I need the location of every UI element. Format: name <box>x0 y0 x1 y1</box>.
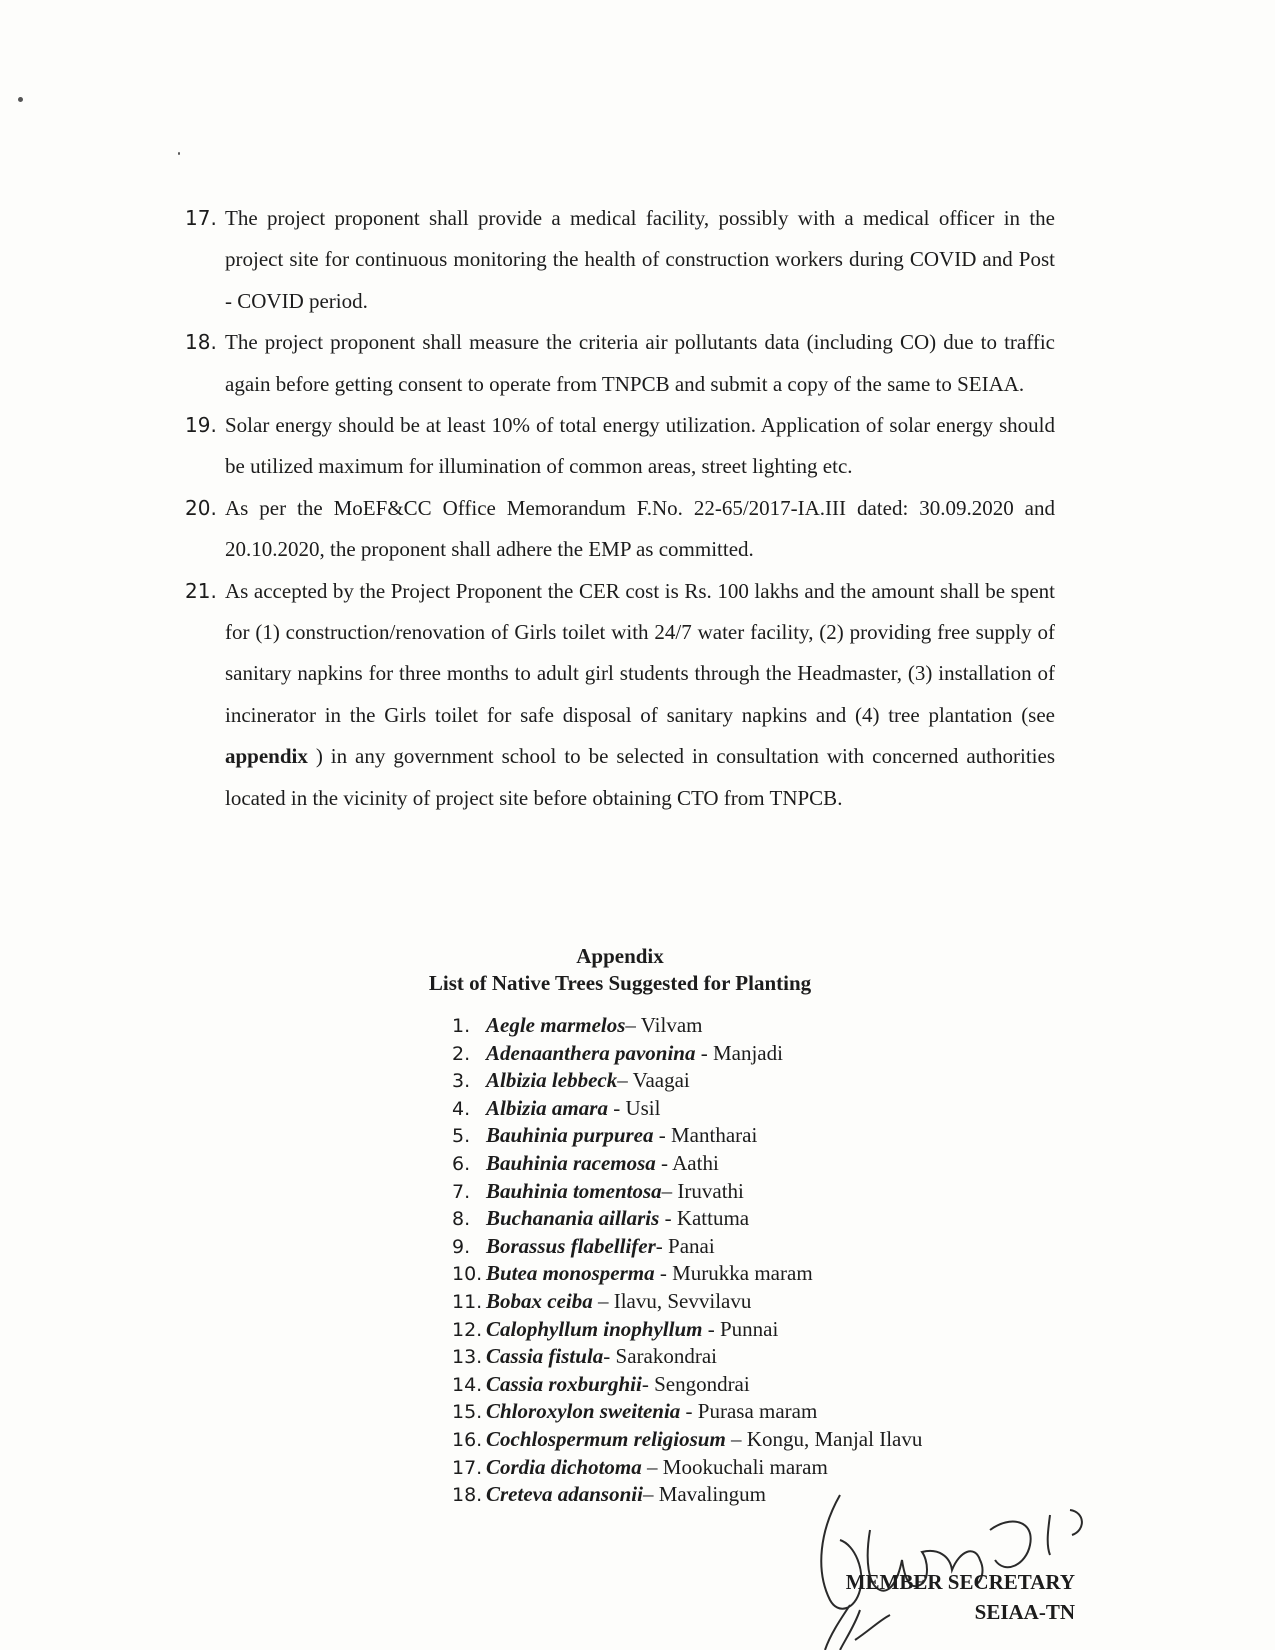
tree-scientific-name: Butea monosperma <box>486 1261 655 1286</box>
tree-number: 9. <box>452 1235 471 1258</box>
condition-number: 20. <box>185 495 217 520</box>
condition-item <box>185 571 1055 819</box>
tree-scientific-name: Cassia fistula <box>486 1344 604 1369</box>
tree-separator: - <box>607 1095 626 1120</box>
tree-local-name: Aathi <box>672 1150 719 1175</box>
tree-local-name: Sengondrai <box>654 1371 750 1396</box>
tree-number: 2. <box>452 1042 471 1065</box>
tree-item <box>452 1398 1072 1426</box>
tree-local-name: Iruvathi <box>677 1178 744 1203</box>
tree-separator: - <box>659 1206 677 1231</box>
tree-item <box>452 1233 1072 1261</box>
tree-separator: – <box>641 1454 663 1479</box>
tree-number: 16. <box>452 1428 483 1451</box>
tree-number: 1. <box>452 1015 471 1037</box>
appendix-subtitle: List of Native Trees Suggested for Planting <box>428 971 812 995</box>
tree-local-name: Murukka maram <box>672 1261 813 1286</box>
tree-local-name: Vaagai <box>632 1068 690 1093</box>
tree-scientific-name: Bobax ceiba <box>486 1288 593 1313</box>
condition-item <box>185 488 1055 571</box>
tree-local-name: Mavalingum <box>658 1482 767 1507</box>
appendix-heading <box>405 943 835 997</box>
tree-separator: - <box>641 1371 655 1396</box>
tree-number: 18. <box>452 1484 483 1507</box>
tree-item <box>452 1067 1072 1095</box>
tree-number: 3. <box>452 1070 471 1093</box>
condition-text: As accepted by the Project Proponent the CER cost is Rs. 100 lakhs and the amount shall be spent for (1) construction/renovation of Girls toilet with 24/7 water facility, (2) providing free supply of sanitary napkins for three months to adult girl students through the Headmaster, (3) installation of incinerator in the Girls toilet for safe disposal of sanitary napkins and (4) tree plantation (see <box>225 578 1055 727</box>
tree-scientific-name: Adenaanthera pavonina <box>486 1040 696 1065</box>
tree-scientific-name: Buchanania aillaris <box>486 1206 660 1231</box>
tree-number: 5. <box>452 1125 471 1148</box>
tree-number: 17. <box>452 1456 483 1479</box>
tree-scientific-name: Bauhinia tomentosa <box>486 1178 662 1203</box>
tree-item <box>452 1122 1072 1150</box>
tree-item <box>452 1288 1072 1316</box>
tree-item <box>452 1260 1072 1288</box>
tree-list <box>452 1012 1072 1509</box>
condition-item <box>185 198 1055 322</box>
tree-number: 11. <box>452 1290 483 1313</box>
tree-item <box>452 1178 1072 1206</box>
tree-local-name: Purasa maram <box>697 1399 818 1424</box>
tree-number: 12. <box>452 1318 483 1341</box>
tree-number: 7. <box>452 1180 471 1203</box>
tree-item <box>452 1426 1072 1454</box>
tree-separator: - <box>603 1344 616 1369</box>
condition-number: 17. <box>185 206 217 230</box>
tree-number: 10. <box>452 1263 483 1286</box>
tree-number: 4. <box>452 1097 471 1120</box>
appendix-title: Appendix <box>576 944 664 968</box>
tree-separator: - <box>695 1040 713 1065</box>
tree-item <box>452 1040 1072 1068</box>
tree-local-name: Panai <box>668 1233 715 1258</box>
tree-item <box>452 1454 1072 1482</box>
tree-scientific-name: Cordia dichotoma <box>486 1454 642 1479</box>
condition-text: The project proponent shall measure the criteria air pollutants data (including CO) due to traffic again before getting consent to operate from TNPCB and submit a copy of the same to SEIAA. <box>225 330 1055 396</box>
tree-local-name: Vilvam <box>640 1013 703 1037</box>
tree-item <box>452 1095 1072 1123</box>
tree-separator: - <box>655 1150 673 1175</box>
tree-scientific-name: Albizia lebbeck <box>486 1068 618 1093</box>
tree-local-name: Manjadi <box>712 1040 783 1065</box>
condition-item <box>185 405 1055 488</box>
tree-local-name: Kattuma <box>676 1206 750 1231</box>
tree-separator: - <box>702 1316 720 1341</box>
tree-separator: – <box>592 1288 614 1313</box>
scan-speck <box>18 97 23 102</box>
conditions-list <box>185 198 1055 819</box>
tree-item <box>452 1343 1072 1371</box>
tree-scientific-name: Cassia roxburghii <box>486 1371 642 1396</box>
tree-number: 15. <box>452 1401 483 1424</box>
tree-scientific-name: Creteva adansonii <box>486 1482 643 1507</box>
tree-separator: – <box>642 1482 659 1507</box>
tree-number: 8. <box>452 1208 471 1231</box>
tree-local-name: Punnai <box>719 1316 779 1341</box>
tree-local-name: Kongu, Manjal Ilavu <box>746 1426 923 1451</box>
tree-scientific-name: Calophyllum inophyllum <box>486 1316 703 1341</box>
condition-text: ) in any government school to be selected in consultation with concerned authorities located in the vicinity of project site before obtaining CTO from TNPCB. <box>225 744 1055 810</box>
tree-scientific-name: Albizia amara <box>486 1095 608 1120</box>
condition-text: Solar energy should be at least 10% of total energy utilization. Application of solar energy should be utilized maximum for illumination of common areas, street lighting etc. <box>225 413 1055 479</box>
tree-item <box>452 1150 1072 1178</box>
condition-number: 19. <box>185 413 217 438</box>
condition-text: The project proponent shall provide a medical facility, possibly with a medical officer in the project site for continuous monitoring the health of construction workers during COVID and Post - COVID period. <box>225 206 1055 313</box>
tree-scientific-name: Borassus flabellifer <box>486 1233 656 1258</box>
tree-separator: – <box>661 1178 678 1203</box>
tree-number: 13. <box>452 1346 483 1369</box>
condition-number: 21. <box>185 578 217 603</box>
tree-separator: - <box>655 1233 669 1258</box>
tree-scientific-name: Chloroxylon sweitenia <box>486 1399 681 1424</box>
tree-separator: – <box>725 1426 747 1451</box>
tree-item <box>452 1371 1072 1399</box>
tree-separator: – <box>625 1013 641 1037</box>
tree-local-name: Sarakondrai <box>615 1344 718 1369</box>
tree-local-name: Mantharai <box>671 1123 758 1148</box>
tree-scientific-name: Bauhinia racemosa <box>486 1150 656 1175</box>
tree-scientific-name: Aegle marmelos <box>486 1013 626 1037</box>
tree-separator: - <box>654 1261 673 1286</box>
tree-scientific-name: Bauhinia purpurea <box>486 1123 654 1148</box>
tree-local-name: Ilavu, Sevvilavu <box>613 1288 752 1313</box>
signatory-organization: SEIAA-TN <box>974 1600 1075 1624</box>
tree-item <box>452 1205 1072 1233</box>
tree-local-name: Usil <box>625 1095 661 1120</box>
tree-item <box>452 1012 1072 1040</box>
scan-speck <box>178 152 180 155</box>
condition-item <box>185 322 1055 405</box>
tree-number: 6. <box>452 1152 471 1175</box>
tree-separator: – <box>617 1068 633 1093</box>
tree-item <box>452 1316 1072 1344</box>
appendix-reference: appendix <box>225 744 308 769</box>
tree-local-name: Mookuchali maram <box>662 1454 828 1479</box>
tree-scientific-name: Cochlospermum religiosum <box>486 1426 726 1451</box>
tree-separator: - <box>680 1399 698 1424</box>
condition-number: 18. <box>185 330 217 355</box>
tree-number: 14. <box>452 1373 483 1396</box>
tree-separator: - <box>653 1123 671 1148</box>
condition-text: As per the MoEF&CC Office Memorandum F.No. 22-65/2017-IA.III dated: 30.09.2020 and 20.10.2020, the proponent shall adhere the EMP as committed. <box>225 495 1055 562</box>
signatory-title: MEMBER SECRETARY <box>845 1570 1075 1594</box>
